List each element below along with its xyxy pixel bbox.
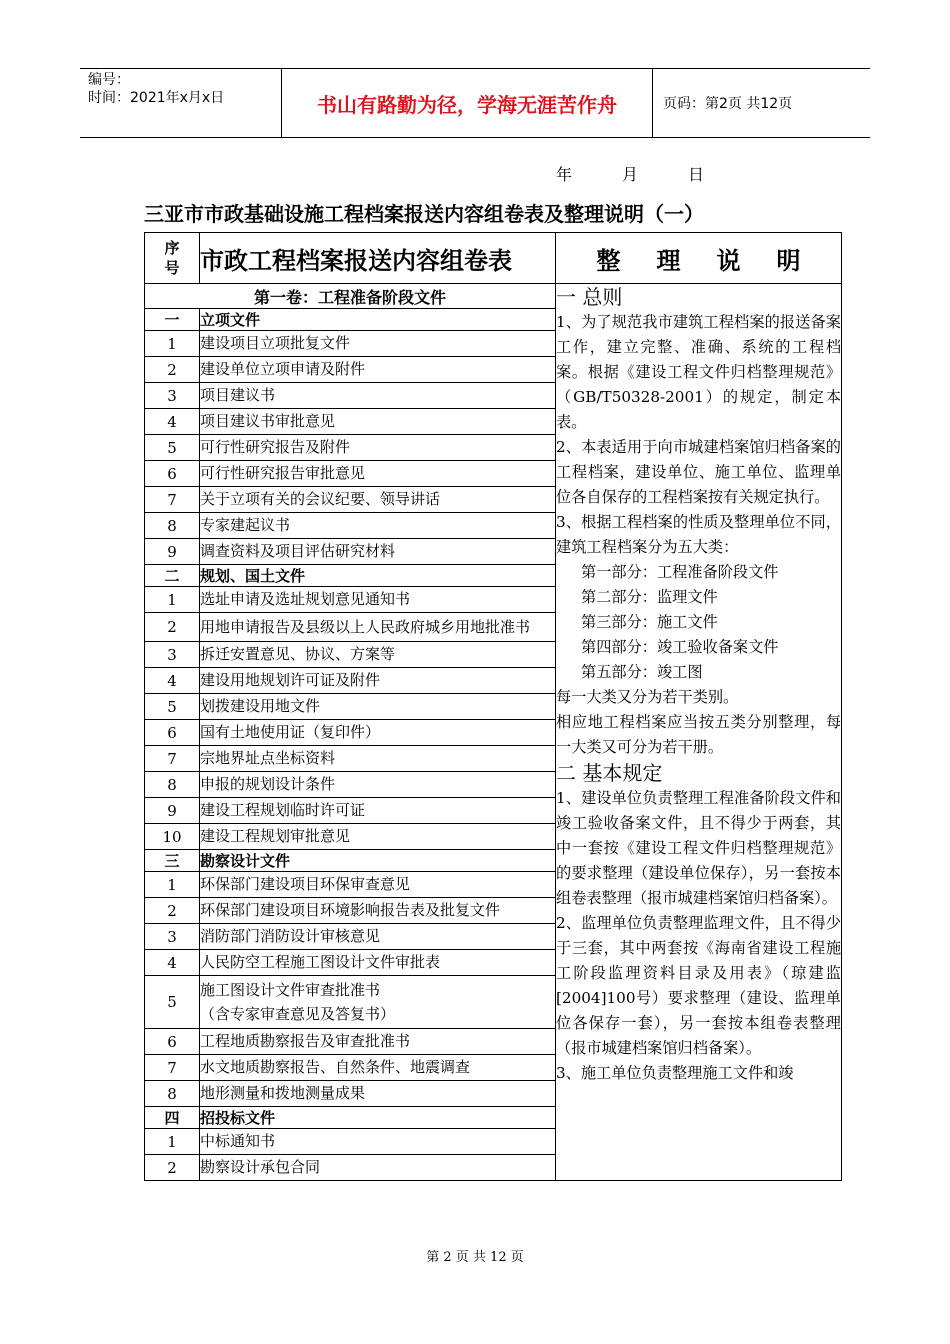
row-number: 5 (145, 694, 200, 720)
row-text: 调查资料及项目评估研究材料 (200, 539, 556, 565)
date-year: 年 (556, 165, 573, 184)
row-number: 1 (145, 331, 200, 357)
header-meta (80, 69, 282, 137)
row-text: 项目建议书审批意见 (200, 409, 556, 435)
row-number: 1 (145, 1129, 200, 1155)
section-number: 四 (145, 1107, 200, 1129)
explain-part-item: 第二部分：监理文件 (581, 588, 718, 606)
row-number: 9 (145, 539, 200, 565)
explain-heading-general: 一 总则 (556, 285, 623, 309)
row-number: 7 (145, 746, 200, 772)
row-number: 1 (145, 587, 200, 613)
row-text: 环保部门建设项目环境影响报告表及批复文件 (200, 898, 556, 924)
section-name: 规划、国土文件 (200, 565, 556, 587)
row-number: 3 (145, 924, 200, 950)
row-text: 关于立项有关的会议纪要、领导讲话 (200, 487, 556, 513)
row-number: 7 (145, 1055, 200, 1081)
table-header-row (145, 233, 842, 284)
section-number: 二 (145, 565, 200, 587)
row-text: 地形测量和拨地测量成果 (200, 1081, 556, 1107)
header-motto: 书山有路勤为径，学海无涯苦作舟 (282, 69, 653, 137)
explain-part-item: 第三部分：施工文件 (581, 613, 718, 631)
archive-table (144, 232, 842, 1181)
page-header (80, 68, 870, 138)
row-text: 建设单位立项申请及附件 (200, 357, 556, 383)
explain-para: 3、根据工程档案的性质及整理单位不同，建筑工程档案分为五大类： (556, 513, 841, 556)
explain-para: 1、为了规范我市建筑工程档案的报送备案工作，建立完整、准确、系统的工程档案。根据《建设工程文件归档整理规范》（GB/T50328-2001）的规定，制定本表。 (556, 313, 841, 431)
row-number: 2 (145, 357, 200, 383)
row-number: 9 (145, 798, 200, 824)
explanation-column (556, 284, 842, 1181)
row-number: 8 (145, 772, 200, 798)
explain-para: 2、本表适用于向市城建档案馆归档备案的工程档案，建设单位、施工单位、监理单位各自保存的工程档案按有关规定执行。 (556, 438, 841, 506)
row-number: 4 (145, 668, 200, 694)
row-number: 5 (145, 976, 200, 1029)
explain-heading-rules: 二 基本规定 (556, 761, 663, 785)
row-number: 6 (145, 720, 200, 746)
row-text: 项目建议书 (200, 383, 556, 409)
row-number: 6 (145, 1029, 200, 1055)
page-footer: 第 2 页 共 12 页 (426, 1250, 524, 1265)
row-text: 施工图设计文件审查批准书 （含专家审查意见及答复书） (200, 976, 556, 1029)
row-number: 6 (145, 461, 200, 487)
date-day: 日 (688, 165, 705, 184)
section-name: 招投标文件 (200, 1107, 556, 1129)
row-text: 环保部门建设项目环保审查意见 (200, 872, 556, 898)
row-text: 可行性研究报告及附件 (200, 435, 556, 461)
head-seq: 序 号 (145, 233, 200, 284)
row-text: 申报的规划设计条件 (200, 772, 556, 798)
row-text: 建设工程规划临时许可证 (200, 798, 556, 824)
row-text: 消防部门消防设计审核意见 (200, 924, 556, 950)
explain-para: 每一大类又分为若干类别。 (556, 688, 739, 706)
row-number: 8 (145, 513, 200, 539)
row-number: 5 (145, 435, 200, 461)
row-text: 可行性研究报告审批意见 (200, 461, 556, 487)
explain-para: 3、施工单位负责整理施工文件和竣 (556, 1064, 794, 1082)
row-text: 中标通知书 (200, 1129, 556, 1155)
section-number: 三 (145, 850, 200, 872)
explain-para: 2、监理单位负责整理监理文件，且不得少于三套，其中两套按《海南省建设工程施工阶段监理资料目录及用表》（琼建监[2004]100号）要求整理（建设、监理单位各保存一套），另一套按本组卷表整理（报市城建档案馆归档备案）。 (556, 914, 841, 1057)
date-line (556, 162, 704, 185)
header-number: 编号： (88, 72, 130, 88)
row-number: 2 (145, 1155, 200, 1181)
row-text: 国有土地使用证（复印件） (200, 720, 556, 746)
head-notes: 整 理 说 明 (556, 233, 842, 284)
row-number: 3 (145, 642, 200, 668)
row-text: 专家建起议书 (200, 513, 556, 539)
row-number: 2 (145, 613, 200, 642)
header-time: 时间：2021年x月x日 (88, 90, 225, 106)
explain-part-item: 第五部分：竣工图 (581, 663, 703, 681)
header-page: 页码：第2页 共12页 (663, 96, 793, 112)
volume-row (145, 284, 842, 309)
row-text: 划拨建设用地文件 (200, 694, 556, 720)
row-text: 建设工程规划审批意见 (200, 824, 556, 850)
row-number: 2 (145, 898, 200, 924)
explain-part-item: 第一部分：工程准备阶段文件 (581, 563, 779, 581)
row-text: 水文地质勘察报告、自然条件、地震调查 (200, 1055, 556, 1081)
explain-para: 相应地工程档案应当按五类分别整理，每一大类又可分为若干册。 (556, 713, 841, 756)
row-text: 拆迁安置意见、协议、方案等 (200, 642, 556, 668)
head-items: 市政工程档案报送内容组卷表 (200, 233, 556, 284)
section-number: 一 (145, 309, 200, 331)
row-number: 7 (145, 487, 200, 513)
row-number: 10 (145, 824, 200, 850)
row-text: 选址申请及选址规划意见通知书 (200, 587, 556, 613)
row-text: 宗地界址点坐标资料 (200, 746, 556, 772)
row-text: 勘察设计承包合同 (200, 1155, 556, 1181)
section-name: 勘察设计文件 (200, 850, 556, 872)
explain-para: 1、建设单位负责整理工程准备阶段文件和竣工验收备案文件，且不得少于两套，其中一套按《建设工程文件归档整理规范》的要求整理（建设单位保存），另一套按本组卷表整理（报市城建档案馆归档备案）。 (556, 789, 841, 907)
row-text: 工程地质勘察报告及审查批准书 (200, 1029, 556, 1055)
row-number: 3 (145, 383, 200, 409)
row-number: 8 (145, 1081, 200, 1107)
date-month: 月 (622, 165, 639, 184)
row-text: 人民防空工程施工图设计文件审批表 (200, 950, 556, 976)
section-name: 立项文件 (200, 309, 556, 331)
page-title: 三亚市市政基础设施工程档案报送内容组卷表及整理说明（一） (144, 202, 704, 226)
row-number: 4 (145, 409, 200, 435)
row-text: 用地申请报告及县级以上人民政府城乡用地批准书 (200, 613, 556, 642)
volume-title: 第一卷：工程准备阶段文件 (145, 284, 556, 309)
explain-part-item: 第四部分：竣工验收备案文件 (581, 638, 779, 656)
row-number: 1 (145, 872, 200, 898)
row-text: 建设项目立项批复文件 (200, 331, 556, 357)
row-number: 4 (145, 950, 200, 976)
row-text: 建设用地规划许可证及附件 (200, 668, 556, 694)
